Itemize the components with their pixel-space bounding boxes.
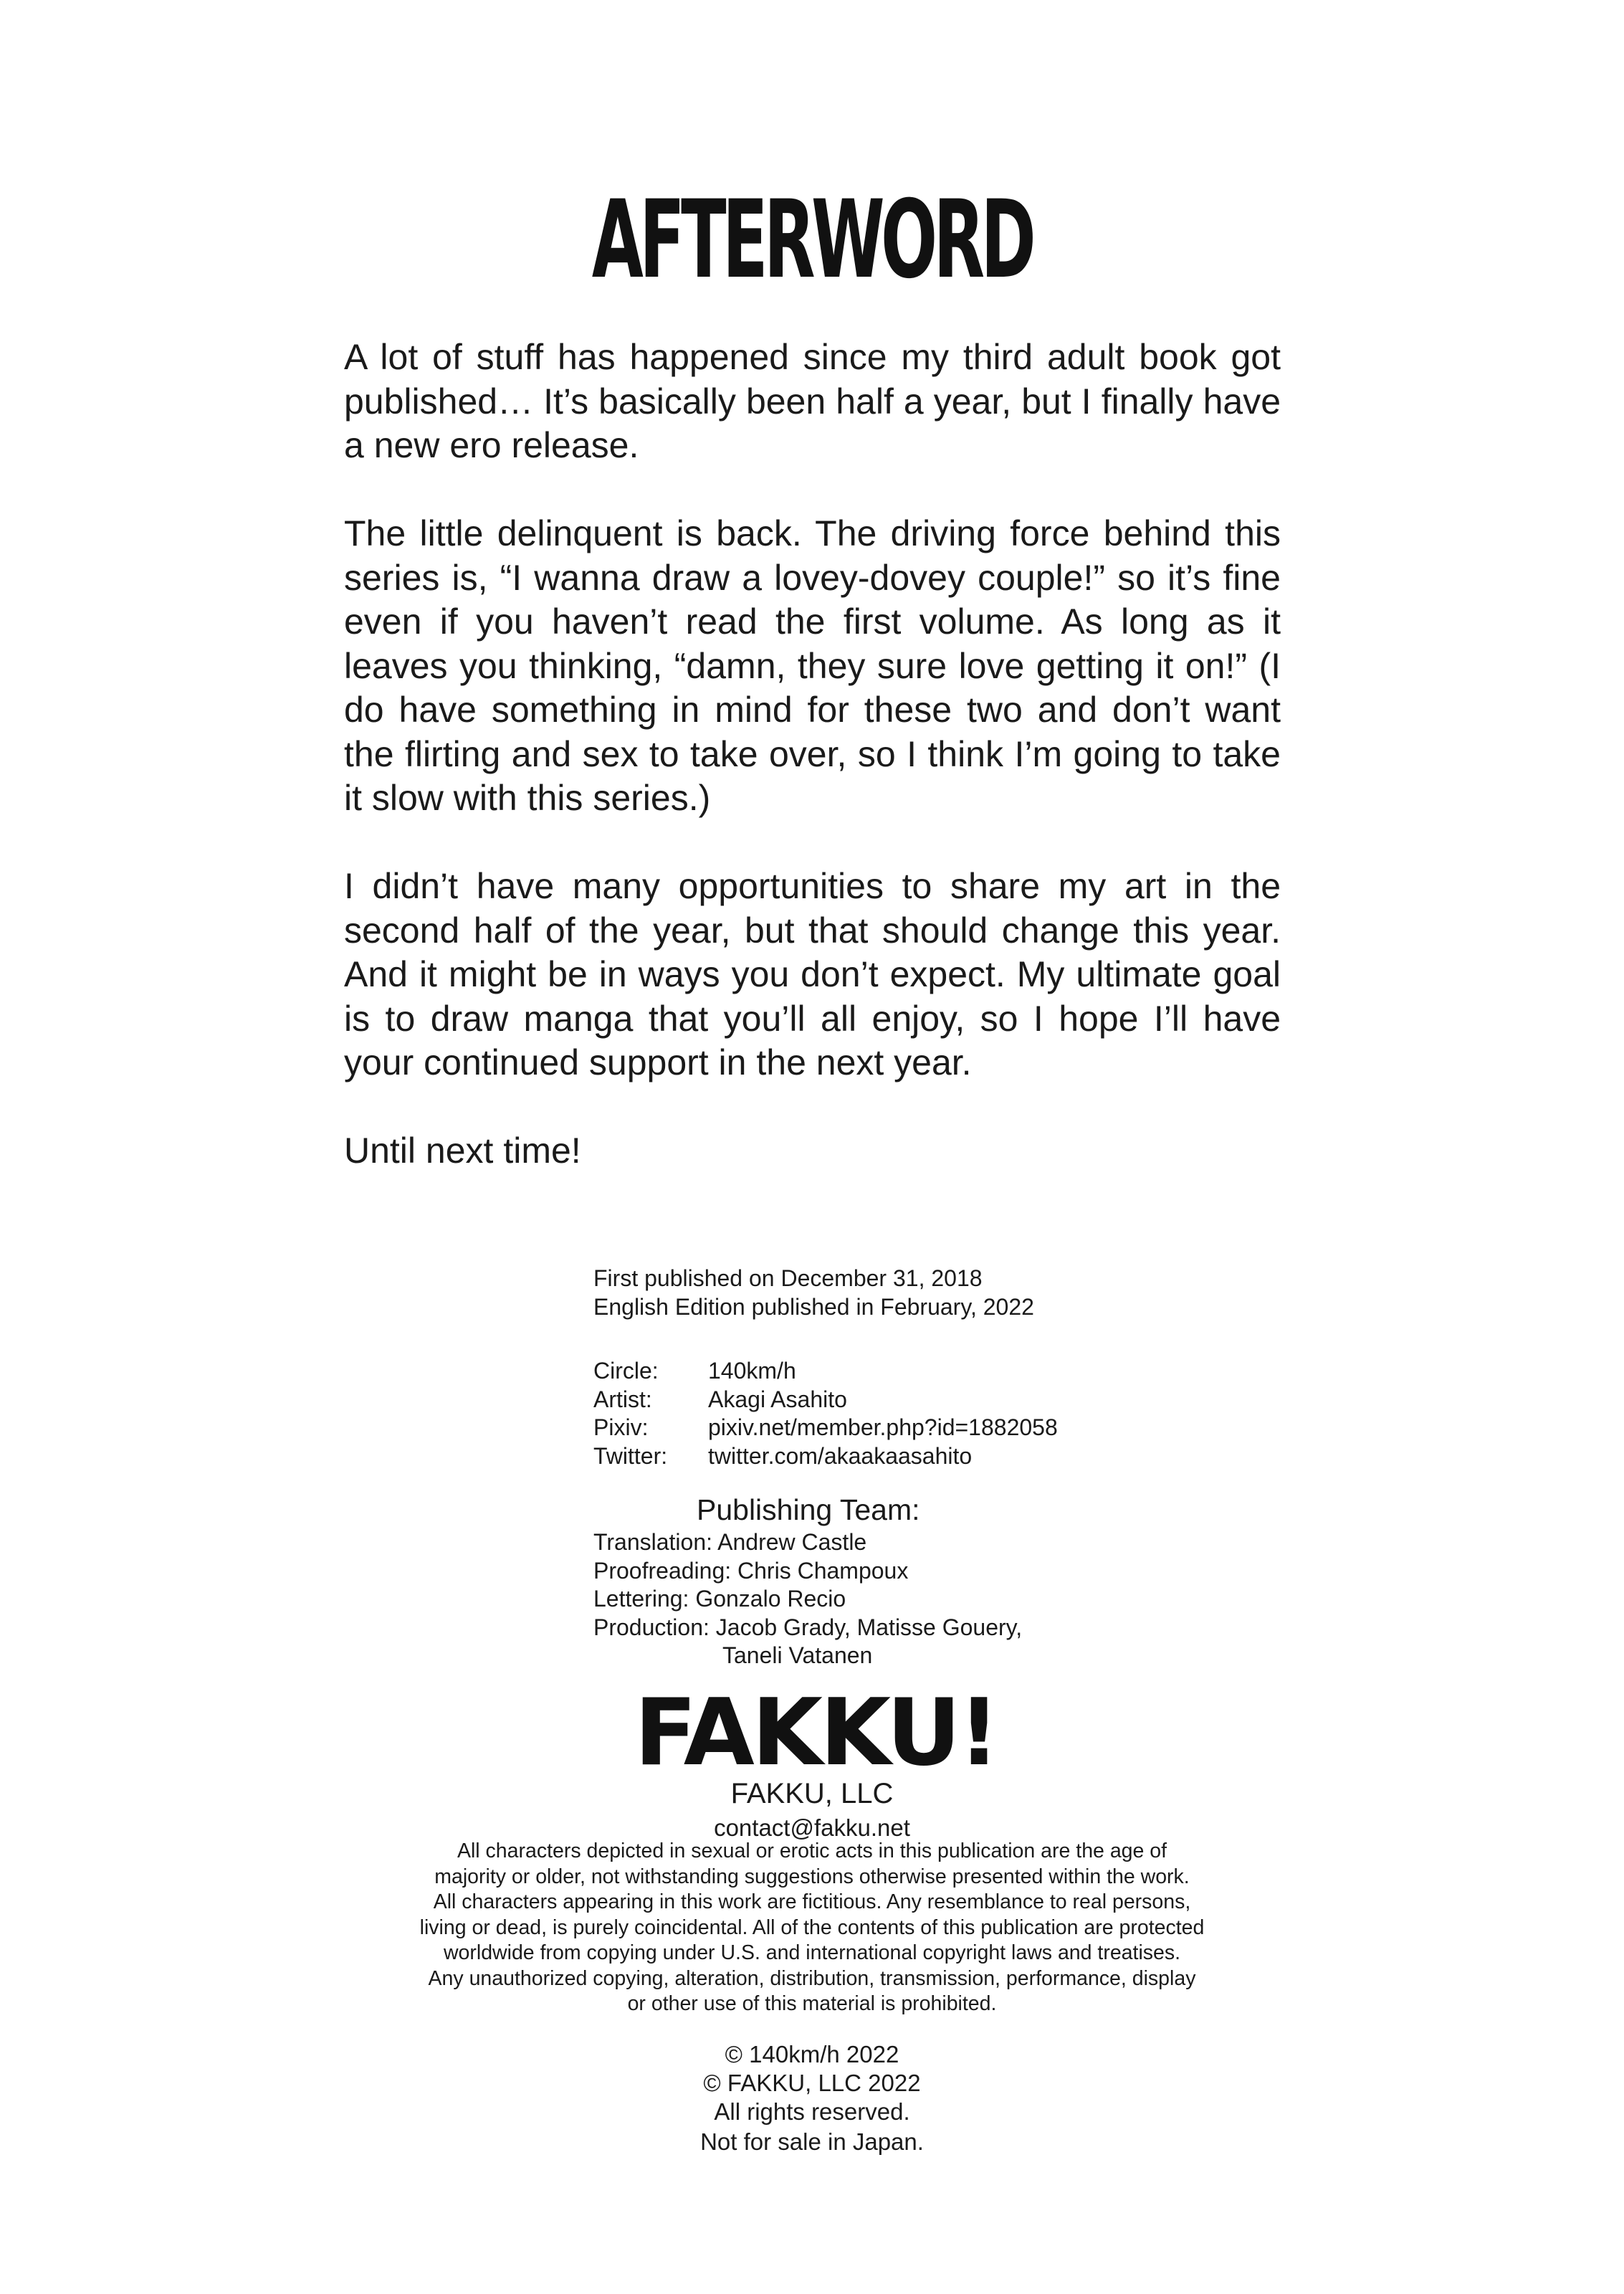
legal-line: Any unauthorized copying, alteration, distribution, transmission, performance, display (428, 1966, 1196, 1990)
credit-value: pixiv.net/member.php?id=1882058 (708, 1414, 1058, 1440)
legal-line: majority or older, not withstanding suggestions otherwise presented within the work. (434, 1865, 1190, 1888)
credit-row (593, 1414, 1058, 1442)
logo-text: FAKKU! (634, 1680, 998, 1786)
legal-line: or other use of this material is prohibited. (627, 1992, 997, 2015)
copyright-notice (0, 2040, 1624, 2126)
credit-row (593, 1442, 1058, 1471)
first-published: First published on December 31, 2018 (593, 1265, 983, 1291)
credit-value: 140km/h (708, 1358, 796, 1384)
legal-notice (0, 1839, 1624, 2017)
fakku-logo (634, 1680, 998, 1786)
paragraph: I didn’t have many opportunities to share my art in the second half of the year, but that should change this year. And it might be in ways you don’t expect. My ultimate goal is to draw manga that you’ll all enjoy, so I hope I’ll have your continued support in the next year. (344, 866, 1281, 1082)
copyright-line: © FAKKU, LLC 2022 (703, 2070, 921, 2096)
afterword-body (344, 335, 1281, 1217)
publication-info (593, 1265, 1034, 1321)
credit-row (593, 1386, 1058, 1414)
contact-email: contact@fakku.net (714, 1814, 910, 1841)
translation-credit: Translation: Andrew Castle (593, 1529, 867, 1555)
publishing-team-heading: Publishing Team: (697, 1493, 920, 1526)
publishing-team (593, 1528, 1022, 1670)
copyright-line: © 140km/h 2022 (725, 2041, 899, 2067)
credit-label: Twitter: (593, 1442, 668, 1469)
legal-line: All characters depicted in sexual or erotic acts in this publication are the age of (457, 1840, 1167, 1862)
not-for-sale-notice: Not for sale in Japan. (700, 2128, 924, 2155)
page-title: AFTERWORD (591, 178, 1033, 303)
credit-label: Circle: (593, 1358, 659, 1384)
legal-line: worldwide from copying under U.S. and international copyright laws and treatises. (443, 1941, 1181, 1964)
legal-line: living or dead, is purely coincidental. All of the contents of this publication are protected (419, 1915, 1205, 1939)
lettering-credit: Lettering: Gonzalo Recio (593, 1586, 846, 1612)
proofreading-credit: Proofreading: Chris Champoux (593, 1557, 909, 1584)
legal-line: All characters appearing in this work are fictitious. Any resemblance to real persons, (433, 1890, 1191, 1913)
paragraph: A lot of stuff has happened since my third adult book got published… It’s basically been half a year, but I finally have a new ero release. (344, 337, 1281, 465)
credit-value: twitter.com/akaakaasahito (708, 1442, 973, 1469)
credits (593, 1357, 1058, 1470)
sign-off: Until next time! (344, 1131, 581, 1171)
credit-row (593, 1357, 1058, 1386)
copyright-line: All rights reserved. (714, 2098, 910, 2125)
paragraph: The little delinquent is back. The driving force behind this series is, “I wanna draw a lovey-dovey couple!” so it’s fine even if you haven’t read the first volume. As long as it leaves you thinking, “damn, they sure love getting it on!” (I do have something in mind for these two and don’t want the flirting and sex to take over, so I think I’m going to take it slow with this series.) (344, 513, 1281, 818)
credit-label: Pixiv: (593, 1414, 649, 1440)
company-name: FAKKU, LLC (730, 1778, 894, 1809)
production-credit: Production: Jacob Grady, Matisse Gouery, (593, 1614, 1023, 1640)
production-credit-cont: Taneli Vatanen (722, 1642, 873, 1668)
credit-value: Akagi Asahito (708, 1386, 847, 1412)
english-edition: English Edition published in February, 2022 (593, 1293, 1034, 1320)
credit-label: Artist: (593, 1386, 652, 1412)
